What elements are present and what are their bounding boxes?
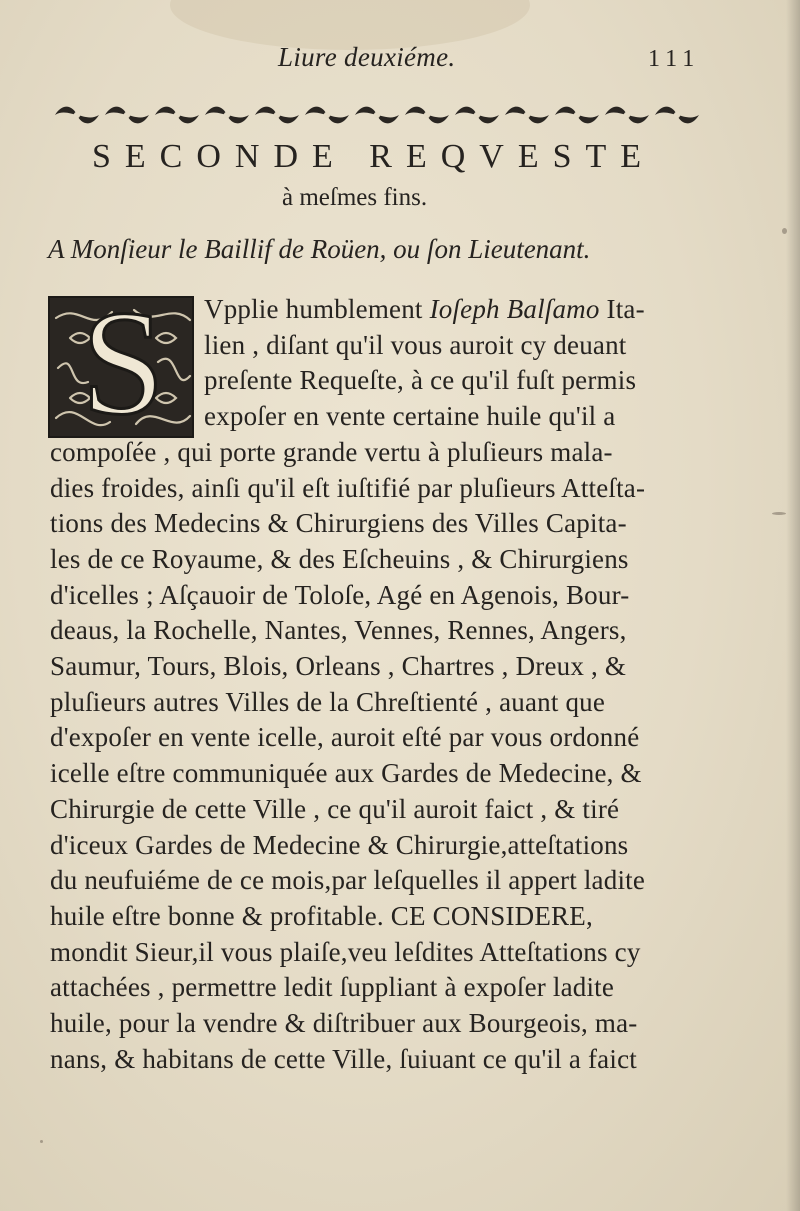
body-line-text: Chirurgie de cette Ville , ce qu'il auroit faict , & tiré	[50, 793, 620, 824]
body-line-text: huile eſtre bonne & profitable. CE CONSIDERE,	[50, 900, 593, 931]
body-line-text: d'icelles ; Aſçauoir de Toloſe, Agé en Agenois, Bour-	[50, 579, 630, 610]
body-line-text: mondit Sieur,il vous plaiſe,veu leſdites Atteſtations cy	[50, 936, 641, 967]
body-line-text: d'expoſer en vente icelle, auroit eſté par vous ordonné	[50, 722, 640, 753]
body-line-text: les de ce Royaume, & des Eſcheuins , & Chirurgiens	[50, 543, 629, 574]
body-line	[50, 863, 645, 899]
ornament-band	[52, 102, 702, 128]
body-line	[50, 970, 614, 1006]
body-line	[50, 828, 628, 864]
fleuron-dot-icon	[274, 112, 280, 118]
spine-shadow	[786, 0, 800, 1211]
body-line	[50, 435, 613, 471]
fleuron-dot-icon	[624, 112, 630, 118]
fleuron-dot-icon	[174, 112, 180, 118]
paper-speck	[782, 228, 787, 234]
body-line-text: dies froides, ainſi qu'il eſt iuſtifié par pluſieurs Atteſta-	[50, 472, 646, 503]
body-line-italic-name: Ioſeph Balſamo	[429, 294, 600, 324]
fleuron-dot-icon	[574, 112, 580, 118]
body-line-text: du neufuiéme de ce mois,par leſquelles il appert ladite	[50, 865, 646, 896]
body-line	[50, 899, 593, 935]
fleuron-dot-icon	[224, 112, 230, 118]
body-line-text: preſente Requeſte, à ce qu'il fuſt permis	[204, 365, 637, 396]
body-line	[50, 1042, 637, 1078]
body-line-text: nans, & habitans de cette Ville, ſuiuant ce qu'il a faict	[50, 1043, 637, 1074]
fleuron-dot-icon	[524, 112, 530, 118]
body-line-text: tions des Medecins & Chirurgiens des Villes Capita-	[50, 508, 627, 539]
body-line	[50, 685, 605, 721]
fleuron-dot-icon	[74, 112, 80, 118]
fleuron-dot-icon	[374, 112, 380, 118]
paper-speck	[772, 512, 786, 515]
body-line	[50, 792, 619, 828]
body-line	[204, 399, 615, 435]
body-line	[50, 720, 639, 756]
body-line	[204, 363, 636, 399]
body-line	[50, 649, 626, 685]
body-line	[50, 935, 641, 971]
body-line	[50, 542, 629, 578]
body-line-text: compoſée , qui porte grande vertu à pluſieurs mala-	[50, 436, 613, 467]
fleuron-dot-icon	[424, 112, 430, 118]
body-line	[50, 578, 629, 614]
body-line-text: lien , diſant qu'il vous auroit cy deuant	[204, 329, 627, 360]
body-line	[50, 471, 645, 507]
running-head	[0, 42, 800, 82]
body-line-text: deaus, la Rochelle, Nantes, Vennes, Rennes, Angers,	[50, 615, 627, 646]
dropcap-letter: S	[81, 296, 165, 438]
fleuron-dot-icon	[674, 112, 680, 118]
running-title: Liure deuxiéme.	[278, 42, 456, 72]
body-line	[204, 292, 645, 328]
body-line	[204, 328, 626, 364]
body-line	[50, 1006, 637, 1042]
body-line-text: huile, pour la vendre & diſtribuer aux Bourgeois, ma-	[50, 1008, 638, 1038]
fleuron-dot-icon	[324, 112, 330, 118]
body-line-text: expoſer en vente certaine huile qu'il a	[204, 401, 616, 432]
fleuron-dot-icon	[474, 112, 480, 118]
page-number: 111	[648, 46, 701, 72]
body-line	[50, 506, 627, 542]
body-line-text: Ita-	[599, 294, 645, 324]
body-line-text: Vpplie humblement	[204, 294, 430, 324]
body-line-text: attachées , permettre ledit ſuppliant à expoſer ladite	[50, 972, 615, 1003]
body-line-text: Saumur, Tours, Blois, Orleans , Chartres , Dreux , &	[50, 651, 627, 681]
body-line	[50, 756, 642, 792]
paper-speck	[40, 1140, 43, 1143]
heading-title: SECONDE REQVESTE	[92, 138, 656, 175]
body-line-text: icelle eſtre communiquée aux Gardes de Medecine, &	[50, 758, 642, 789]
address-line: A Monſieur le Baillif de Roüen, ou ſon Lieutenant.	[48, 234, 591, 264]
heading-subtitle: à meſmes fins.	[282, 184, 428, 211]
body-line-text: d'iceux Gardes de Medecine & Chirurgie,atteſtations	[50, 829, 629, 860]
decorated-dropcap	[48, 296, 194, 438]
body-line	[50, 613, 627, 649]
fleuron-dot-icon	[124, 112, 130, 118]
body-line-text: pluſieurs autres Villes de la Chreſtienté , auant que	[50, 686, 606, 717]
